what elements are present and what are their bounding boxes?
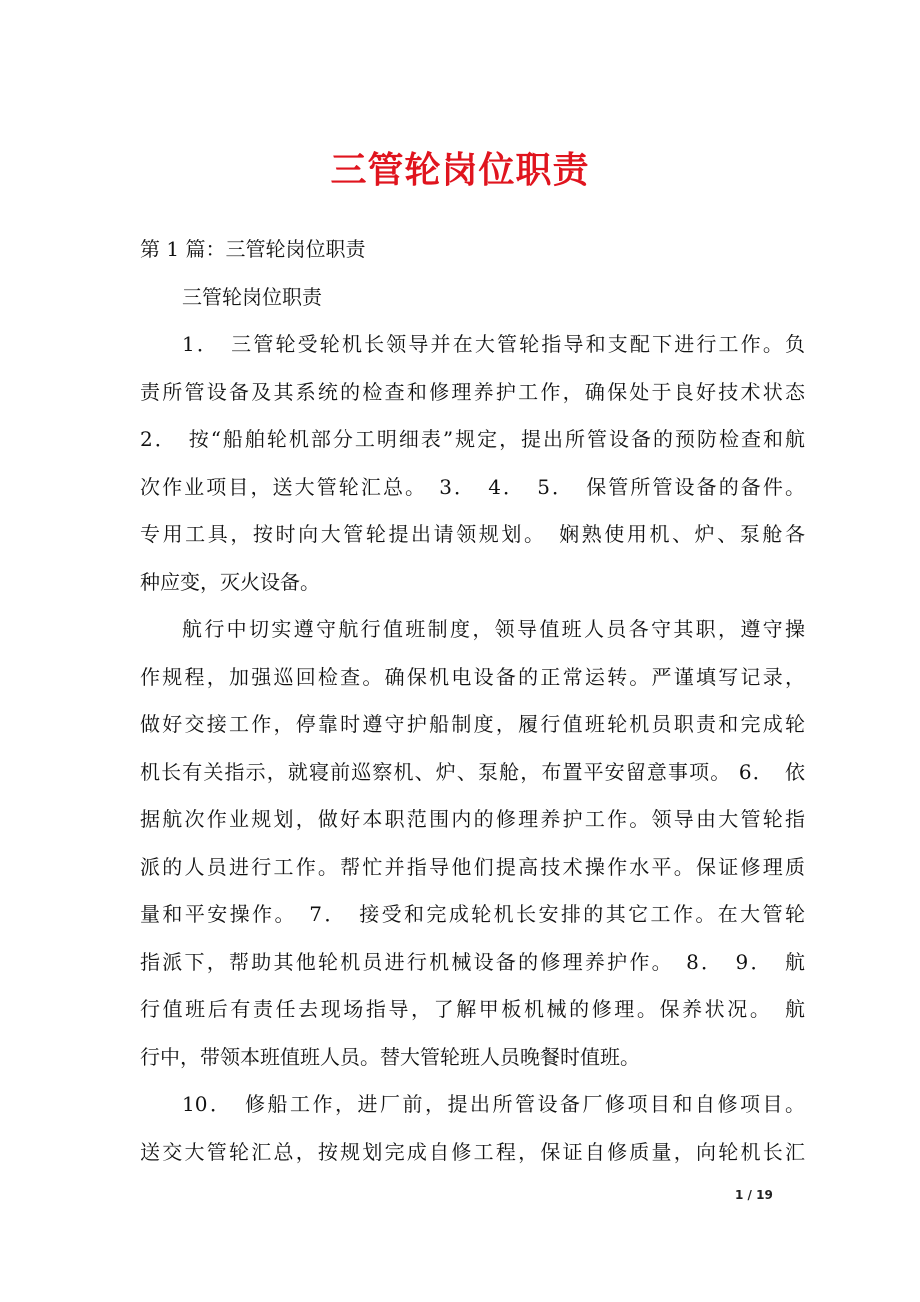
section-heading: 第 1 篇：三管轮岗位职责 (140, 237, 366, 261)
text-line: 专用工具，按时向大管轮提出请领规划。 娴熟使用机、炉、泵舱各 (140, 522, 805, 546)
text-line: 种应变，灭火设备。 (140, 569, 320, 594)
text-line: 派的人员进行工作。帮忙并指导他们提高技术操作水平。保证修理质 (140, 854, 805, 879)
text-line: 送交大管轮汇总，按规划完成自修工程，保证自修质量，向轮机长汇 (140, 1139, 805, 1164)
text-line: 航行中切实遵守航行值班制度，领导值班人员各守其职，遵守操 (182, 617, 805, 641)
subtitle: 三管轮岗位职责 (182, 284, 322, 309)
text-line: 量和平安操作。 7． 接受和完成轮机长安排的其它工作。在大管轮 (140, 902, 805, 926)
text-line: 责所管设备及其系统的检查和修理养护工作，确保处于良好技术状态 (140, 379, 805, 404)
document-body (140, 226, 805, 1176)
text-line: 10． 修船工作，进厂前，提出所管设备厂修项目和自修项目。 (182, 1092, 805, 1116)
text-line: 行值班后有责任去现场指导，了解甲板机械的修理。保养状况。 航 (140, 997, 805, 1021)
text-line: 机长有关指示，就寝前巡察机、炉、泵舱，布置平安留意事项。 6． 依 (140, 759, 805, 784)
page-number: 1 / 19 (735, 1188, 773, 1202)
text-line: 2． 按“船舶轮机部分工明细表”规定，提出所管设备的预防检查和航 (140, 427, 805, 451)
document-title: 三管轮岗位职责 (330, 149, 590, 191)
text-line: 作规程，加强巡回检查。确保机电设备的正常运转。严谨填写记录， (140, 664, 805, 689)
text-line: 1． 三管轮受轮机长领导并在大管轮指导和支配下进行工作。负 (182, 332, 805, 356)
text-line: 指派下，帮助其他轮机员进行机械设备的修理养护作。 8． 9． 航 (140, 949, 805, 974)
text-line: 做好交接工作，停靠时遵守护船制度，履行值班轮机员职责和完成轮 (140, 712, 805, 736)
text-line: 次作业项目，送大管轮汇总。 3． 4． 5． 保管所管设备的备件。 (140, 474, 805, 499)
text-line: 据航次作业规划，做好本职范围内的修理养护工作。领导由大管轮指 (140, 807, 805, 831)
text-line: 行中，带领本班值班人员。替大管轮班人员晚餐时值班。 (140, 1044, 640, 1069)
